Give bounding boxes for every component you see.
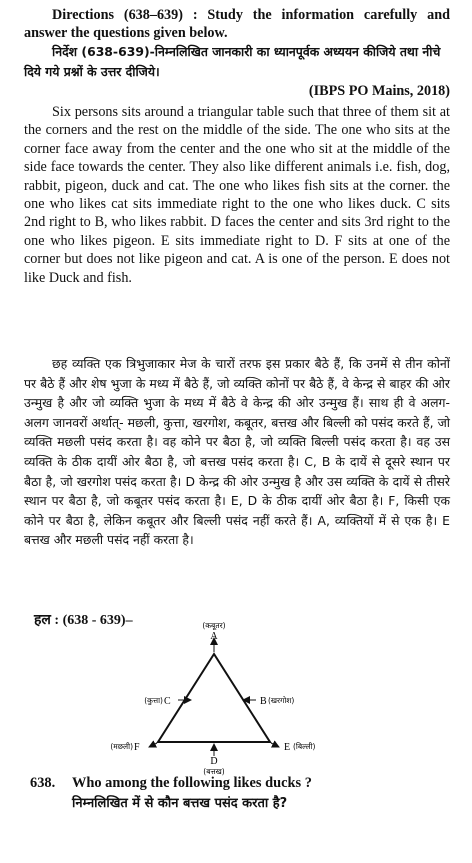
solution-label: हल : (638 - 639)– xyxy=(34,613,133,628)
bottom-left-animal: (मछली) xyxy=(110,742,133,751)
left-mid-person: C xyxy=(164,696,171,707)
triangle-table xyxy=(158,654,270,742)
passage-english: Six persons sits around a triangular table such that three of them sit at the corners and the rest on the middle of the side. The one who sits at the corner face away from the center and the one who sit at the middle of the side face towards the center. They also like different animals i.e. fish, dog, rabbit, pigeon, duck and cat. The one who likes fish sits at the corner. the one who likes cat sits immediate right to the one who likes duck. C sits 2nd right to B, who likes rabbit. D faces the center and sits 3rd right to the one who likes pigeon. E sits immediate right to D. F sits at one of the corner but does not like pigeon and cat. A is one of the person. E does not like Duck and fish. xyxy=(24,104,450,286)
bottom-right-person: E xyxy=(284,742,291,753)
bottom-right-animal: (बिल्ली) xyxy=(293,742,316,751)
bottom-mid-person: D xyxy=(210,756,218,767)
question-number: 638. xyxy=(30,775,56,791)
arrow-bottom-right xyxy=(271,743,279,747)
arrow-bottom-left xyxy=(149,743,157,747)
source-citation: (IBPS PO Mains, 2018) xyxy=(308,83,450,99)
bottom-left-person: F xyxy=(134,742,140,753)
directions-hindi: निर्देश (638-639)-निम्नलिखित जानकारी का ध्यानपूर्वक अध्ययन कीजिये तथा नीचे दिये गये प्रश्नों के उत्तर दीजिये। xyxy=(24,44,441,79)
directions-english: Directions (638–639) : Study the information carefully and answer the questions given below. xyxy=(24,7,450,42)
passage-hindi: छह व्यक्ति एक त्रिभुजाकार मेज के चारों तरफ इस प्रकार बैठे हैं, कि उनमें से तीन कोनों पर बैठे हैं और शेष भुजा के मध्य में बैठे हैं, जो व्यक्ति कोनों पर बैठे हैं, वे केन्द्र से बाहर की ओर उन्मुख है और जो व्यक्ति भुजा के मध्य में बैठे वे केन्द्र की ओर उन्मुख हैं। साथ ही वे अलग-अलग जानवरों अर्थात्- मछली, कुत्ता, खरगोश, कबूतर, बत्तख और बिल्ली को पसंद करते हैं, जो व्यक्ति मछली पसंद करता है। वह कोने पर बैठा है, जो व्यक्ति बिल्ली पसंद करता है। वह उस व्यक्ति के ठीक दायीं ओर बैठा है, जो बत्तख पसंद करता है। C, B के दायें से दूसरे स्थान पर बैठा है, जो खरगोश पसंद करता है। D केन्द्र की ओर उन्मुख है और उस व्यक्ति के दायें से तीसरे स्थान पर बैठा है, जो कबूतर पसंद करता है। E, D के ठीक दायीं ओर बैठा है। F, किसी एक कोने पर बैठा है, लेकिन कबूतर और बिल्ली पसंद नहीं करते हैं। A, व्यक्तियों में से एक है। E बत्तख और मछली पसंद नहीं करता है। xyxy=(24,356,450,548)
top-animal: (कबूतर) xyxy=(202,621,226,630)
bottom-mid-animal: (बत्तख) xyxy=(203,767,225,776)
top-person: A xyxy=(210,631,218,642)
question-english: Who among the following likes ducks ? xyxy=(72,775,312,791)
left-mid-animal: (कुत्ता) xyxy=(144,696,163,705)
seating-diagram xyxy=(0,618,472,778)
right-mid-person: B xyxy=(260,696,267,707)
right-mid-animal: (खरगोश) xyxy=(268,696,295,705)
question-hindi: निम्नलिखित में से कौन बत्तख पसंद करता है? xyxy=(72,796,288,811)
